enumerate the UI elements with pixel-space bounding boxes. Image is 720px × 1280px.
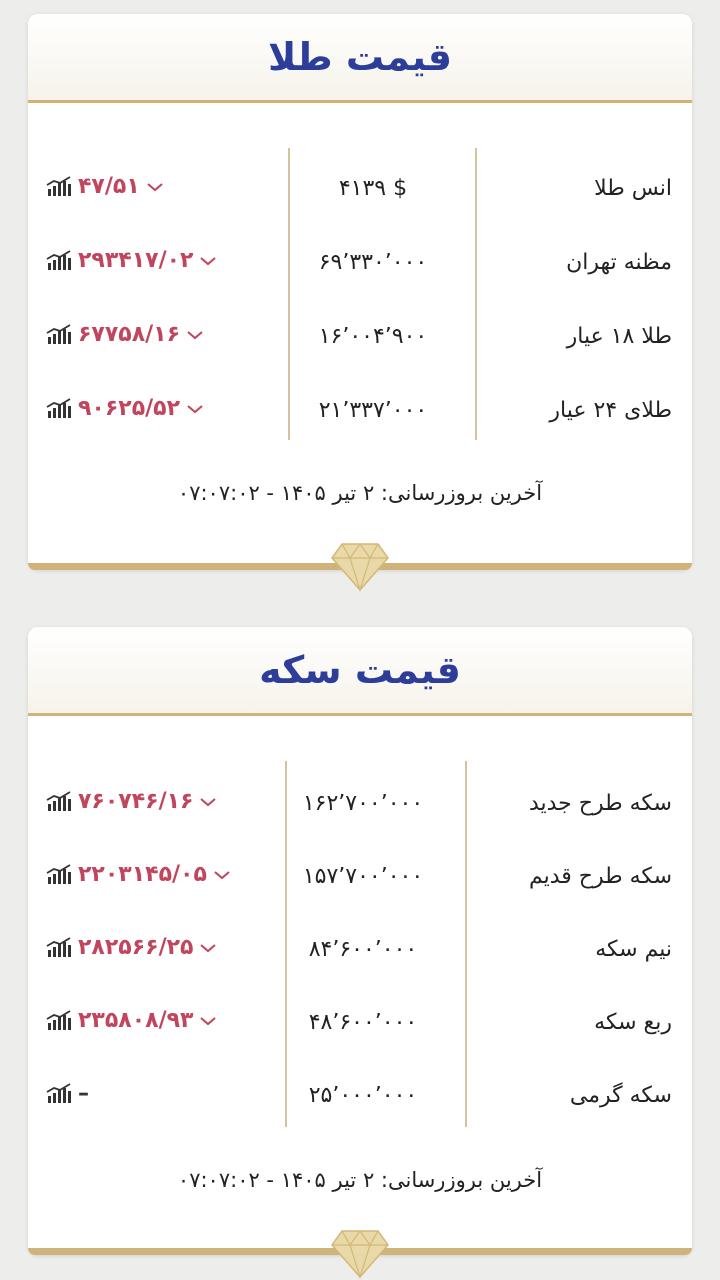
change-value: – (78, 1081, 89, 1106)
chevron-down-icon (146, 181, 164, 193)
item-change (46, 396, 204, 421)
item-price: ۸۴٬۶۰۰٬۰۰۰ (308, 937, 418, 962)
bar-chart-icon[interactable] (46, 398, 72, 420)
item-name: طلا ۱۸ عیار (566, 324, 672, 349)
item-name: سکه طرح قدیم (528, 864, 672, 889)
bar-chart-icon[interactable] (46, 791, 72, 813)
coin-card-header (28, 627, 692, 716)
bar-chart-icon[interactable] (46, 324, 72, 346)
coin-row[interactable] (28, 929, 692, 979)
gold-card-header (28, 14, 692, 103)
item-change (46, 1081, 89, 1106)
item-price: ۴۱۳۹ $ (338, 176, 408, 201)
diamond-icon (330, 1229, 390, 1279)
item-name: مظنه تهران (566, 250, 672, 275)
item-name: نیم سکه (595, 937, 672, 962)
bar-chart-icon[interactable] (46, 1083, 72, 1105)
item-change (46, 322, 204, 347)
last-updated: آخرین بروزرسانی: ۲ تیر ۱۴۰۵ - ۰۷:۰۷:۰۲ (177, 1168, 543, 1192)
chevron-down-icon (213, 869, 231, 881)
coin-price-card (28, 627, 692, 1255)
diamond-icon (330, 542, 390, 592)
bar-chart-icon[interactable] (46, 1010, 72, 1032)
item-price: ۲۱٬۳۳۷٬۰۰۰ (318, 398, 428, 423)
coin-row[interactable] (28, 783, 692, 833)
gold-card-title: قیمت طلا (268, 35, 452, 79)
change-value: ۴۷/۵۱ (78, 174, 140, 199)
change-value: ۲۳۵۸۰۸/۹۳ (78, 1008, 194, 1033)
change-value: ۲۹۳۴۱۷/۰۲ (78, 248, 194, 273)
item-price: ۱۵۷٬۷۰۰٬۰۰۰ (302, 864, 424, 889)
item-name: طلای ۲۴ عیار (549, 398, 672, 423)
item-price: ۱۶٬۰۰۴٬۹۰۰ (318, 324, 428, 349)
coin-card-title: قیمت سکه (259, 648, 461, 692)
gold-row[interactable] (28, 168, 692, 218)
item-name: سکه طرح جدید (528, 791, 672, 816)
chevron-down-icon (199, 255, 217, 267)
bar-chart-icon[interactable] (46, 250, 72, 272)
item-change (46, 862, 231, 887)
item-price: ۴۸٬۶۰۰٬۰۰۰ (308, 1010, 418, 1035)
gold-price-card (28, 14, 692, 570)
change-value: ۹۰۶۲۵/۵۲ (78, 396, 181, 421)
gold-row[interactable] (28, 316, 692, 366)
item-change (46, 789, 217, 814)
last-updated: آخرین بروزرسانی: ۲ تیر ۱۴۰۵ - ۰۷:۰۷:۰۲ (177, 481, 543, 505)
item-price: ۲۵٬۰۰۰٬۰۰۰ (308, 1083, 418, 1108)
chevron-down-icon (199, 796, 217, 808)
change-value: ۲۲۰۳۱۴۵/۰۵ (78, 862, 207, 887)
change-value: ۷۶۰۷۴۶/۱۶ (78, 789, 194, 814)
gold-row[interactable] (28, 390, 692, 440)
chevron-down-icon (186, 403, 204, 415)
coin-row[interactable] (28, 856, 692, 906)
change-value: ۶۷۷۵۸/۱۶ (78, 322, 181, 347)
chevron-down-icon (199, 1015, 217, 1027)
chevron-down-icon (186, 329, 204, 341)
chevron-down-icon (199, 942, 217, 954)
bar-chart-icon[interactable] (46, 176, 72, 198)
bar-chart-icon[interactable] (46, 864, 72, 886)
item-name: سکه گرمی (569, 1083, 672, 1108)
bar-chart-icon[interactable] (46, 937, 72, 959)
item-change (46, 248, 217, 273)
item-price: ۱۶۲٬۷۰۰٬۰۰۰ (302, 791, 424, 816)
gold-row[interactable] (28, 242, 692, 292)
item-change (46, 1008, 217, 1033)
item-change (46, 935, 217, 960)
coin-row[interactable] (28, 1075, 692, 1125)
item-price: ۶۹٬۳۳۰٬۰۰۰ (318, 250, 428, 275)
change-value: ۲۸۲۵۶۶/۲۵ (78, 935, 194, 960)
coin-row[interactable] (28, 1002, 692, 1052)
item-change (46, 174, 164, 199)
item-name: انس طلا (594, 176, 672, 201)
item-name: ربع سکه (594, 1010, 672, 1035)
